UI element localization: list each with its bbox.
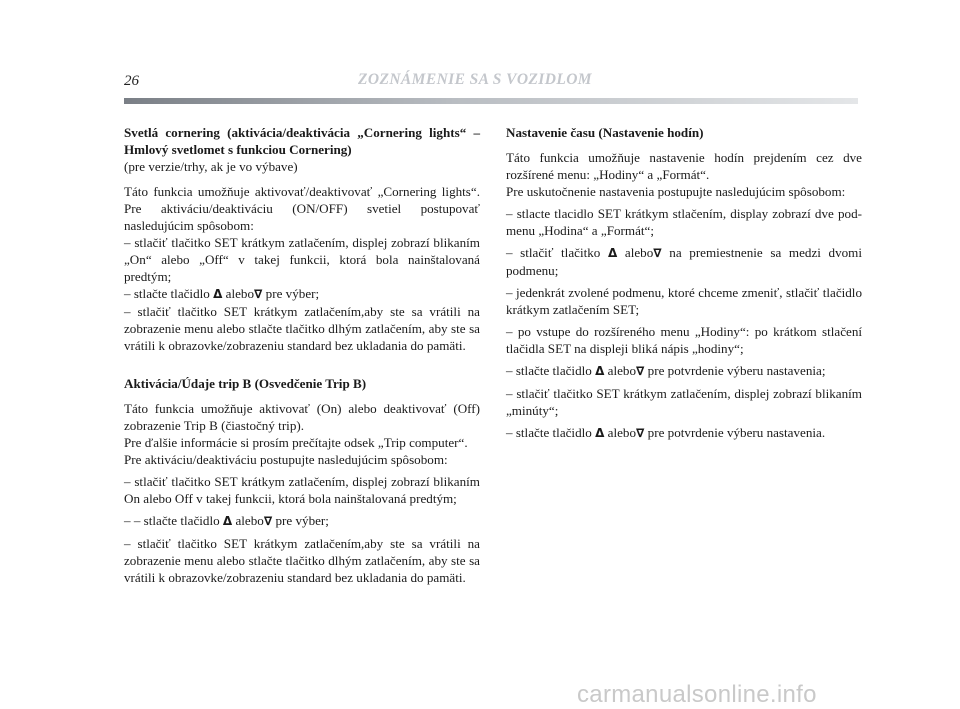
step-text: alebo	[604, 425, 637, 440]
paragraph: Táto funkcia umožňuje aktivovať/deaktivovať „Cornering lights“. Pre aktiváciu/deaktiváciu (ON/OFF) svetiel postupovať nasledujúcim spôsobom:	[124, 184, 480, 233]
step-text: alebo	[617, 245, 654, 260]
step-item: – stlačiť tlačitko SET krátkym zatlačením, displej zobrazí blikaním On alebo Off v takej funkcii, ktorá bola nainštalovaná predtým;	[124, 474, 480, 506]
step-item: – stlačiť tlačitko SET krátkym zatlačením, displej zobrazí blikaním „minúty“;	[506, 386, 862, 418]
arrow-down-icon: ∇	[636, 426, 645, 440]
running-head: ZOZNÁMENIE SA S VOZIDLOM	[358, 71, 592, 88]
arrow-up-icon: Δ	[607, 246, 618, 260]
step-text: – stlačiť tlačitko	[506, 245, 608, 260]
arrow-down-icon: ∇	[254, 287, 263, 301]
step-item: – po vstupe do rozšíreného menu „Hodiny“: po krátkom stlačení tlačidla SET na displeji bliká nápis „hodiny“;	[506, 324, 862, 356]
step-text: alebo	[604, 363, 637, 378]
step-item: – stlačiť tlačitko SET krátkym zatlačením,aby ste sa vrátili na zobrazenie menu alebo stlačte tlačitko dlhým zatlačením, aby ste sa vrátili k obrazovke/zobrazeniu standard bez ukladania do pamäti.	[124, 304, 480, 353]
step-text: – stlačte tlačidlo	[124, 286, 214, 301]
left-column	[124, 124, 480, 600]
section-heading: Nastavenie času (Nastavenie hodín)	[506, 125, 704, 140]
section-subtitle: (pre verzie/trhy, ak je vo výbave)	[124, 159, 298, 174]
step-item: – stlacte tlacidlo SET krátkym stlačením, display zobrazí dve pod-menu „Hodina“ a „Formát“;	[506, 206, 862, 238]
watermark-link[interactable]: carmanualsonline.info	[577, 681, 817, 708]
section-heading: Svetlá cornering (aktivácia/deaktivácia „Cornering lights“ – Hmlový svetlomet s funkciou Cornering)	[124, 125, 480, 157]
arrow-up-icon: Δ	[595, 364, 605, 378]
step-text: na premiestnenie sa medzi dvomi podmenu;	[506, 245, 862, 278]
arrow-down-icon: ∇	[636, 364, 645, 378]
step-item: – stlačiť tlačitko SET krátkym zatlačením,aby ste sa vrátili na zobrazenie menu alebo stlačte tlačitko dlhým zatlačením, aby ste sa vrátili k obrazovke/zobrazeniu standard bez ukladania do pamäti.	[124, 536, 480, 585]
step-item: – stlačiť tlačitko SET krátkym zatlačením, displej zobrazí blikaním „On“ alebo „Off“ v takej funkcii, ktorá bola nainštalovaná predtým;	[124, 235, 480, 284]
paragraph: Táto funkcia umožňuje nastavenie hodín prejdením cez dve rozšírené menu: „Hodiny“ a „Formát“.	[506, 150, 862, 182]
section-trip-b	[124, 375, 480, 586]
step-item	[506, 424, 862, 442]
step-item	[124, 512, 480, 530]
step-text: pre potvrdenie výberu nastavenia;	[644, 363, 826, 378]
arrow-up-icon: Δ	[213, 287, 223, 301]
paragraph: Pre uskutočnenie nastavenia postupujte nasledujúcim spôsobom:	[506, 184, 846, 199]
paragraph: Pre ďalšie informácie si prosím prečítajte odsek „Trip computer“.	[124, 435, 468, 450]
arrow-down-icon: ∇	[263, 514, 273, 528]
step-item	[124, 285, 480, 303]
arrow-down-icon: ∇	[653, 246, 662, 260]
step-text: alebo	[222, 286, 255, 301]
step-item	[506, 244, 862, 279]
paragraph: Pre aktiváciu/deaktiváciu postupujte nasledujúcim spôsobom:	[124, 452, 448, 467]
step-text: pre výber;	[262, 286, 320, 301]
step-item: – jedenkrát zvolené podmenu, ktoré chceme zmeniť, stlačiť tlačidlo krátkym zatlačením SET;	[506, 285, 862, 317]
step-text: pre výber;	[272, 513, 329, 528]
step-text: – stlačte tlačidlo	[506, 363, 596, 378]
header-rule	[124, 98, 858, 104]
arrow-up-icon: Δ	[222, 514, 233, 528]
step-text: – stlačte tlačidlo	[506, 425, 596, 440]
step-item	[506, 362, 862, 380]
page-number: 26	[124, 73, 139, 89]
section-cornering-lights	[124, 124, 480, 354]
step-text: pre potvrdenie výberu nastavenia.	[644, 425, 826, 440]
step-text: alebo	[232, 513, 264, 528]
right-column	[506, 124, 862, 447]
section-heading: Aktivácia/Údaje trip B (Osvedčenie Trip B)	[124, 376, 367, 391]
paragraph: Táto funkcia umožňuje aktivovať (On) alebo deaktivovať (Off) zobrazenie Trip B (čiastočný trip).	[124, 401, 480, 433]
step-text: – – stlačte tlačidlo	[124, 513, 223, 528]
arrow-up-icon: Δ	[595, 426, 605, 440]
